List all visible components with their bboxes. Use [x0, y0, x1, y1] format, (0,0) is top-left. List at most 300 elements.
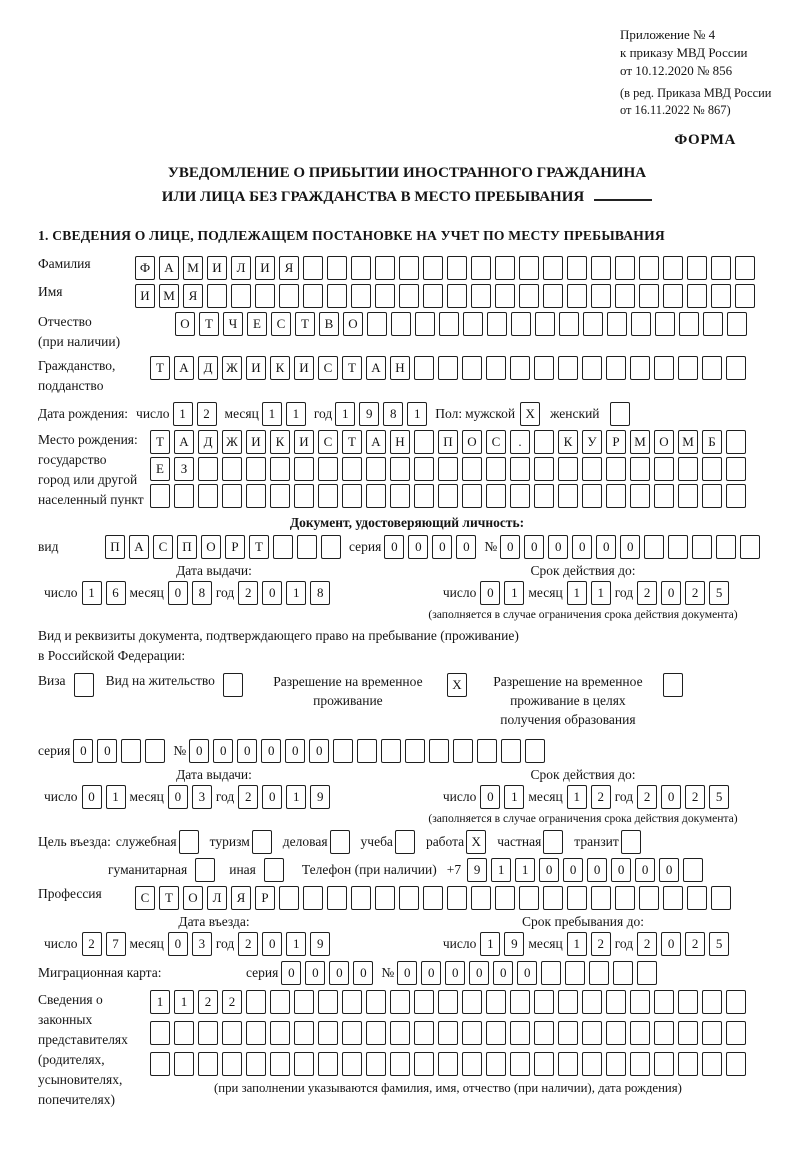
char-cell[interactable] [630, 457, 650, 481]
char-cell[interactable] [630, 990, 650, 1014]
char-cell[interactable]: П [438, 430, 458, 454]
char-cell[interactable]: 0 [493, 961, 513, 985]
char-cell[interactable]: А [174, 430, 194, 454]
char-cell[interactable] [438, 356, 458, 380]
char-cell[interactable]: 5 [709, 581, 729, 605]
char-cell[interactable] [174, 1052, 194, 1076]
char-cell[interactable]: С [318, 430, 338, 454]
char-cell[interactable]: А [159, 256, 179, 280]
char-cell[interactable] [462, 484, 482, 508]
char-cell[interactable] [582, 1052, 602, 1076]
char-cell[interactable] [534, 457, 554, 481]
char-cell[interactable] [333, 739, 353, 763]
char-cell[interactable] [270, 1021, 290, 1045]
char-cell[interactable]: И [294, 356, 314, 380]
char-cell[interactable]: Б [702, 430, 722, 454]
char-cell[interactable]: 2 [685, 932, 705, 956]
char-cell[interactable] [462, 1021, 482, 1045]
char-cell[interactable] [654, 1052, 674, 1076]
char-cell[interactable] [678, 457, 698, 481]
char-cell[interactable]: 0 [168, 581, 188, 605]
char-cell[interactable] [735, 256, 755, 280]
char-cell[interactable] [534, 356, 554, 380]
char-cell[interactable] [390, 484, 410, 508]
char-cell[interactable]: 0 [168, 785, 188, 809]
temp-residence-checkbox[interactable]: X [447, 673, 467, 697]
char-cell[interactable]: 1 [335, 402, 355, 426]
char-cell[interactable] [270, 484, 290, 508]
char-cell[interactable] [495, 256, 515, 280]
char-cell[interactable]: 3 [192, 785, 212, 809]
char-cell[interactable] [318, 484, 338, 508]
char-cell[interactable] [207, 284, 227, 308]
char-cell[interactable] [150, 1021, 170, 1045]
char-cell[interactable] [630, 484, 650, 508]
char-cell[interactable]: 1 [480, 932, 500, 956]
char-cell[interactable] [558, 484, 578, 508]
char-cell[interactable]: Р [225, 535, 245, 559]
char-cell[interactable] [246, 1021, 266, 1045]
char-cell[interactable]: У [582, 430, 602, 454]
char-cell[interactable]: Д [198, 430, 218, 454]
char-cell[interactable] [366, 484, 386, 508]
char-cell[interactable] [510, 990, 530, 1014]
char-cell[interactable] [510, 484, 530, 508]
char-cell[interactable]: 0 [596, 535, 616, 559]
char-cell[interactable]: 0 [262, 785, 282, 809]
char-cell[interactable]: 0 [620, 535, 640, 559]
char-cell[interactable]: 6 [106, 581, 126, 605]
char-cell[interactable]: 0 [305, 961, 325, 985]
char-cell[interactable] [495, 284, 515, 308]
char-cell[interactable]: 1 [491, 858, 511, 882]
char-cell[interactable] [687, 886, 707, 910]
char-cell[interactable] [414, 457, 434, 481]
char-cell[interactable] [486, 356, 506, 380]
char-cell[interactable] [510, 1021, 530, 1045]
char-cell[interactable] [702, 484, 722, 508]
char-cell[interactable] [519, 256, 539, 280]
char-cell[interactable] [351, 886, 371, 910]
char-cell[interactable]: 9 [310, 932, 330, 956]
char-cell[interactable]: И [255, 256, 275, 280]
char-cell[interactable] [735, 284, 755, 308]
char-cell[interactable] [668, 535, 688, 559]
char-cell[interactable] [726, 457, 746, 481]
char-cell[interactable]: 8 [192, 581, 212, 605]
char-cell[interactable]: 2 [238, 932, 258, 956]
char-cell[interactable] [438, 484, 458, 508]
char-cell[interactable]: М [183, 256, 203, 280]
char-cell[interactable] [414, 430, 434, 454]
char-cell[interactable] [381, 739, 401, 763]
char-cell[interactable] [486, 457, 506, 481]
char-cell[interactable] [534, 484, 554, 508]
char-cell[interactable] [321, 535, 341, 559]
char-cell[interactable] [711, 886, 731, 910]
char-cell[interactable] [279, 886, 299, 910]
char-cell[interactable] [716, 535, 736, 559]
purpose-work-checkbox[interactable]: X [466, 830, 486, 854]
char-cell[interactable] [375, 256, 395, 280]
char-cell[interactable] [415, 312, 435, 336]
char-cell[interactable] [447, 284, 467, 308]
char-cell[interactable]: А [366, 356, 386, 380]
char-cell[interactable] [399, 284, 419, 308]
char-cell[interactable] [535, 312, 555, 336]
char-cell[interactable] [543, 886, 563, 910]
char-cell[interactable] [678, 1021, 698, 1045]
char-cell[interactable] [174, 1021, 194, 1045]
char-cell[interactable] [654, 990, 674, 1014]
char-cell[interactable] [534, 430, 554, 454]
char-cell[interactable] [726, 1052, 746, 1076]
char-cell[interactable]: 0 [548, 535, 568, 559]
char-cell[interactable] [414, 1021, 434, 1045]
char-cell[interactable] [630, 1021, 650, 1045]
char-cell[interactable]: 9 [359, 402, 379, 426]
char-cell[interactable]: 9 [310, 785, 330, 809]
char-cell[interactable]: Д [198, 356, 218, 380]
char-cell[interactable] [654, 1021, 674, 1045]
char-cell[interactable] [511, 312, 531, 336]
char-cell[interactable] [486, 990, 506, 1014]
char-cell[interactable] [273, 535, 293, 559]
char-cell[interactable]: Я [231, 886, 251, 910]
char-cell[interactable]: 0 [480, 785, 500, 809]
char-cell[interactable]: 0 [587, 858, 607, 882]
char-cell[interactable]: Ж [222, 430, 242, 454]
char-cell[interactable] [510, 356, 530, 380]
char-cell[interactable]: 1 [286, 932, 306, 956]
char-cell[interactable] [174, 484, 194, 508]
char-cell[interactable] [702, 356, 722, 380]
char-cell[interactable] [663, 256, 683, 280]
char-cell[interactable]: 0 [82, 785, 102, 809]
char-cell[interactable]: Т [150, 356, 170, 380]
char-cell[interactable]: С [318, 356, 338, 380]
char-cell[interactable]: 0 [97, 739, 117, 763]
char-cell[interactable] [198, 1052, 218, 1076]
char-cell[interactable] [711, 284, 731, 308]
char-cell[interactable]: 2 [591, 932, 611, 956]
char-cell[interactable]: М [678, 430, 698, 454]
char-cell[interactable]: 0 [237, 739, 257, 763]
char-cell[interactable]: 2 [222, 990, 242, 1014]
char-cell[interactable]: 0 [432, 535, 452, 559]
char-cell[interactable]: Ж [222, 356, 242, 380]
char-cell[interactable] [438, 990, 458, 1014]
char-cell[interactable]: 1 [504, 581, 524, 605]
char-cell[interactable] [390, 457, 410, 481]
char-cell[interactable] [654, 457, 674, 481]
char-cell[interactable] [519, 284, 539, 308]
char-cell[interactable] [438, 1052, 458, 1076]
char-cell[interactable]: С [486, 430, 506, 454]
char-cell[interactable]: 0 [281, 961, 301, 985]
char-cell[interactable] [703, 312, 723, 336]
char-cell[interactable] [606, 1021, 626, 1045]
char-cell[interactable] [391, 312, 411, 336]
char-cell[interactable]: 0 [262, 932, 282, 956]
char-cell[interactable] [615, 256, 635, 280]
char-cell[interactable] [366, 457, 386, 481]
char-cell[interactable] [318, 990, 338, 1014]
char-cell[interactable]: 1 [173, 402, 193, 426]
char-cell[interactable] [471, 256, 491, 280]
residence-permit-checkbox[interactable] [223, 673, 243, 697]
char-cell[interactable]: 1 [286, 581, 306, 605]
char-cell[interactable] [637, 961, 657, 985]
char-cell[interactable] [246, 1052, 266, 1076]
char-cell[interactable]: 0 [659, 858, 679, 882]
char-cell[interactable]: П [105, 535, 125, 559]
char-cell[interactable] [294, 1052, 314, 1076]
char-cell[interactable] [679, 312, 699, 336]
char-cell[interactable]: С [271, 312, 291, 336]
char-cell[interactable] [390, 1052, 410, 1076]
char-cell[interactable] [423, 886, 443, 910]
char-cell[interactable] [297, 535, 317, 559]
char-cell[interactable]: М [159, 284, 179, 308]
char-cell[interactable] [567, 284, 587, 308]
char-cell[interactable] [702, 457, 722, 481]
char-cell[interactable]: 2 [238, 581, 258, 605]
char-cell[interactable]: 0 [611, 858, 631, 882]
char-cell[interactable] [543, 284, 563, 308]
char-cell[interactable]: 1 [106, 785, 126, 809]
purpose-other-checkbox[interactable] [264, 858, 284, 882]
char-cell[interactable]: И [246, 430, 266, 454]
char-cell[interactable] [294, 457, 314, 481]
char-cell[interactable] [663, 886, 683, 910]
char-cell[interactable] [567, 886, 587, 910]
char-cell[interactable] [414, 484, 434, 508]
char-cell[interactable] [678, 990, 698, 1014]
char-cell[interactable] [150, 1052, 170, 1076]
char-cell[interactable] [655, 312, 675, 336]
char-cell[interactable]: 1 [567, 785, 587, 809]
char-cell[interactable]: Е [247, 312, 267, 336]
char-cell[interactable] [471, 886, 491, 910]
char-cell[interactable]: Я [279, 256, 299, 280]
char-cell[interactable] [702, 990, 722, 1014]
char-cell[interactable] [678, 484, 698, 508]
char-cell[interactable]: 2 [197, 402, 217, 426]
char-cell[interactable] [519, 886, 539, 910]
char-cell[interactable] [582, 990, 602, 1014]
char-cell[interactable] [591, 284, 611, 308]
char-cell[interactable] [639, 886, 659, 910]
char-cell[interactable] [582, 1021, 602, 1045]
char-cell[interactable]: О [462, 430, 482, 454]
char-cell[interactable]: 0 [524, 535, 544, 559]
char-cell[interactable] [279, 284, 299, 308]
char-cell[interactable] [342, 457, 362, 481]
char-cell[interactable] [222, 1021, 242, 1045]
char-cell[interactable]: О [183, 886, 203, 910]
char-cell[interactable]: Т [159, 886, 179, 910]
char-cell[interactable] [558, 990, 578, 1014]
char-cell[interactable]: М [630, 430, 650, 454]
char-cell[interactable]: 0 [408, 535, 428, 559]
char-cell[interactable] [145, 739, 165, 763]
char-cell[interactable] [121, 739, 141, 763]
char-cell[interactable] [607, 312, 627, 336]
char-cell[interactable]: Е [150, 457, 170, 481]
char-cell[interactable]: К [270, 430, 290, 454]
char-cell[interactable] [429, 739, 449, 763]
char-cell[interactable]: Н [390, 356, 410, 380]
char-cell[interactable]: 0 [469, 961, 489, 985]
char-cell[interactable] [462, 990, 482, 1014]
char-cell[interactable]: Ф [135, 256, 155, 280]
char-cell[interactable]: 1 [591, 581, 611, 605]
purpose-tourism-checkbox[interactable] [252, 830, 272, 854]
char-cell[interactable]: Р [255, 886, 275, 910]
char-cell[interactable] [303, 284, 323, 308]
char-cell[interactable] [606, 484, 626, 508]
char-cell[interactable]: О [201, 535, 221, 559]
char-cell[interactable] [606, 990, 626, 1014]
char-cell[interactable]: 0 [261, 739, 281, 763]
temp-residence-edu-checkbox[interactable] [663, 673, 683, 697]
char-cell[interactable] [654, 356, 674, 380]
char-cell[interactable]: 1 [150, 990, 170, 1014]
char-cell[interactable] [702, 1052, 722, 1076]
char-cell[interactable]: Т [295, 312, 315, 336]
char-cell[interactable]: 0 [661, 581, 681, 605]
char-cell[interactable]: Т [342, 430, 362, 454]
char-cell[interactable] [366, 1021, 386, 1045]
char-cell[interactable]: 8 [310, 581, 330, 605]
char-cell[interactable] [366, 1052, 386, 1076]
char-cell[interactable] [405, 739, 425, 763]
char-cell[interactable] [726, 1021, 746, 1045]
char-cell[interactable]: З [174, 457, 194, 481]
char-cell[interactable] [663, 284, 683, 308]
char-cell[interactable]: 1 [567, 932, 587, 956]
char-cell[interactable] [558, 1021, 578, 1045]
char-cell[interactable]: 0 [329, 961, 349, 985]
char-cell[interactable] [423, 284, 443, 308]
char-cell[interactable] [582, 457, 602, 481]
char-cell[interactable] [255, 284, 275, 308]
char-cell[interactable]: 0 [262, 581, 282, 605]
char-cell[interactable] [606, 356, 626, 380]
char-cell[interactable] [342, 990, 362, 1014]
char-cell[interactable] [613, 961, 633, 985]
purpose-humanitarian-checkbox[interactable] [195, 858, 215, 882]
char-cell[interactable]: К [270, 356, 290, 380]
char-cell[interactable]: С [135, 886, 155, 910]
char-cell[interactable] [318, 457, 338, 481]
char-cell[interactable]: 1 [515, 858, 535, 882]
char-cell[interactable]: 0 [456, 535, 476, 559]
char-cell[interactable]: 1 [286, 402, 306, 426]
char-cell[interactable] [630, 1052, 650, 1076]
char-cell[interactable] [246, 457, 266, 481]
char-cell[interactable]: 0 [168, 932, 188, 956]
char-cell[interactable]: 3 [192, 932, 212, 956]
char-cell[interactable]: 0 [285, 739, 305, 763]
char-cell[interactable]: 0 [572, 535, 592, 559]
char-cell[interactable] [534, 1021, 554, 1045]
char-cell[interactable] [414, 990, 434, 1014]
char-cell[interactable] [399, 256, 419, 280]
char-cell[interactable] [246, 484, 266, 508]
char-cell[interactable] [510, 1052, 530, 1076]
char-cell[interactable] [615, 886, 635, 910]
char-cell[interactable] [231, 284, 251, 308]
char-cell[interactable]: 1 [286, 785, 306, 809]
char-cell[interactable]: Л [231, 256, 251, 280]
char-cell[interactable]: 0 [73, 739, 93, 763]
char-cell[interactable] [198, 1021, 218, 1045]
char-cell[interactable] [583, 312, 603, 336]
char-cell[interactable] [414, 356, 434, 380]
char-cell[interactable] [631, 312, 651, 336]
char-cell[interactable] [390, 1021, 410, 1045]
char-cell[interactable] [351, 256, 371, 280]
char-cell[interactable] [525, 739, 545, 763]
char-cell[interactable]: 8 [383, 402, 403, 426]
char-cell[interactable]: Т [342, 356, 362, 380]
char-cell[interactable] [439, 312, 459, 336]
char-cell[interactable]: 2 [198, 990, 218, 1014]
char-cell[interactable] [582, 356, 602, 380]
char-cell[interactable] [589, 961, 609, 985]
char-cell[interactable]: 5 [709, 932, 729, 956]
char-cell[interactable]: 0 [661, 785, 681, 809]
char-cell[interactable] [390, 990, 410, 1014]
char-cell[interactable]: И [246, 356, 266, 380]
char-cell[interactable] [486, 484, 506, 508]
char-cell[interactable] [471, 284, 491, 308]
char-cell[interactable] [375, 284, 395, 308]
char-cell[interactable] [438, 1021, 458, 1045]
char-cell[interactable]: 0 [384, 535, 404, 559]
char-cell[interactable] [726, 356, 746, 380]
char-cell[interactable] [726, 484, 746, 508]
char-cell[interactable] [414, 1052, 434, 1076]
char-cell[interactable] [357, 739, 377, 763]
char-cell[interactable]: 2 [685, 785, 705, 809]
char-cell[interactable] [246, 990, 266, 1014]
char-cell[interactable] [375, 886, 395, 910]
char-cell[interactable]: 0 [539, 858, 559, 882]
char-cell[interactable] [606, 1052, 626, 1076]
char-cell[interactable] [342, 484, 362, 508]
purpose-private-checkbox[interactable] [543, 830, 563, 854]
char-cell[interactable]: 9 [504, 932, 524, 956]
char-cell[interactable]: . [510, 430, 530, 454]
char-cell[interactable] [198, 484, 218, 508]
char-cell[interactable]: 2 [591, 785, 611, 809]
char-cell[interactable] [543, 256, 563, 280]
char-cell[interactable]: 0 [421, 961, 441, 985]
purpose-transit-checkbox[interactable] [621, 830, 641, 854]
char-cell[interactable] [591, 256, 611, 280]
char-cell[interactable] [303, 886, 323, 910]
char-cell[interactable]: А [366, 430, 386, 454]
char-cell[interactable] [327, 256, 347, 280]
char-cell[interactable] [683, 858, 703, 882]
char-cell[interactable] [559, 312, 579, 336]
char-cell[interactable]: 2 [637, 932, 657, 956]
char-cell[interactable]: Р [606, 430, 626, 454]
char-cell[interactable] [495, 886, 515, 910]
